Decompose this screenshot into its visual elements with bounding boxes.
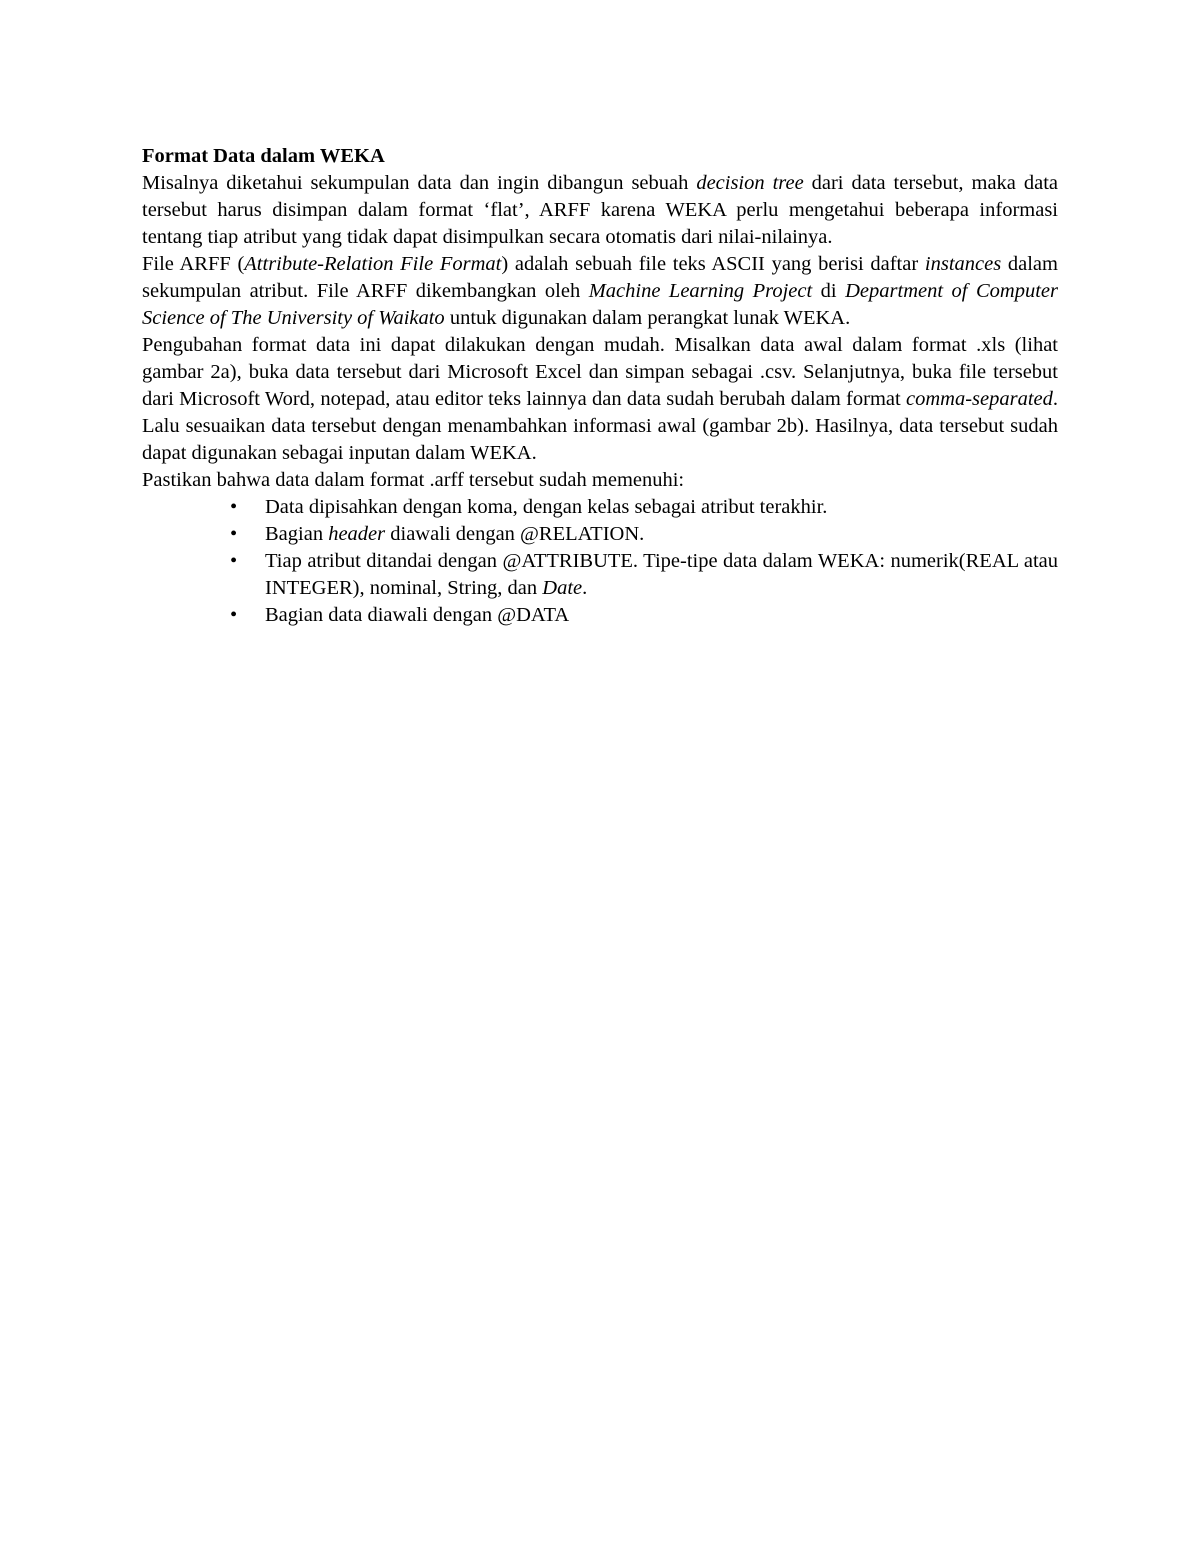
text-run: Data dipisahkan dengan koma, dengan kelas sebagai atribut terakhir. xyxy=(265,496,828,518)
italic-term: instances xyxy=(924,253,1002,275)
text-run: Tiap atribut ditandai dengan @ATTRIBUTE. Tipe-tipe data dalam WEKA: numerik(REAL atau INTEGER), nominal, String, dan xyxy=(265,550,1058,599)
italic-term: Attribute-Relation File Format xyxy=(244,253,502,275)
text-run: untuk digunakan dalam perangkat lunak WEKA. xyxy=(444,307,851,329)
text-run: dalam sekumpulan atribut. File ARFF dikembangkan oleh xyxy=(142,253,1058,302)
italic-term: Machine Learning Project xyxy=(588,280,813,302)
paragraph-intro xyxy=(142,170,1058,251)
bullet-icon: • xyxy=(230,604,238,626)
text-run: diawali dengan @RELATION. xyxy=(385,523,645,545)
text-run: . xyxy=(582,577,588,599)
italic-term: decision tree xyxy=(696,172,804,194)
document-page xyxy=(142,143,1058,629)
italic-term: Department of Computer Science of The University of Waikato xyxy=(142,280,1058,329)
bullet-icon: • xyxy=(230,523,238,545)
text-run: Pengubahan format data ini dapat dilakukan dengan mudah. Misalkan data awal dalam format .xls (lihat gambar 2a), buka data tersebut dari Microsoft Excel dan simpan sebagai .csv. Selanjutnya, buka file tersebut dari Microsoft Word, notepad, atau editor teks lainnya dan data sudah berubah dalam format xyxy=(142,334,1058,410)
list-item xyxy=(230,548,1058,602)
requirements-list xyxy=(142,494,1058,629)
text-run: di xyxy=(812,280,846,302)
paragraph-requirements: Pastikan bahwa data dalam format .arff tersebut sudah memenuhi: xyxy=(142,469,685,491)
paragraph-conversion xyxy=(142,332,1058,467)
text-run: Misalnya diketahui sekumpulan data dan ingin dibangun sebuah xyxy=(142,172,697,194)
document-title: Format Data dalam WEKA xyxy=(142,145,385,167)
text-run: Bagian xyxy=(265,523,329,545)
list-item xyxy=(230,521,1058,548)
list-item xyxy=(230,494,1058,521)
text-run: File ARFF ( xyxy=(142,253,245,275)
italic-term: header xyxy=(328,523,386,545)
italic-term: comma-separated xyxy=(905,388,1053,410)
bullet-icon: • xyxy=(230,550,238,572)
text-run: . Lalu sesuaikan data tersebut dengan menambahkan informasi awal (gambar 2b). Hasilnya, data tersebut sudah dapat digunakan sebagai inputan dalam WEKA. xyxy=(142,388,1058,464)
bullet-icon: • xyxy=(230,496,238,518)
paragraph-arff xyxy=(142,251,1058,332)
text-run: dari data tersebut, maka data tersebut harus disimpan dalam format ‘flat’, ARFF karena WEKA perlu mengetahui beberapa informasi tentang tiap atribut yang tidak dapat disimpulkan secara otomatis dari nilai-nilainya. xyxy=(142,172,1058,248)
text-run: Bagian data diawali dengan @DATA xyxy=(265,604,570,626)
text-run: ) adalah sebuah file teks ASCII yang berisi daftar xyxy=(501,253,925,275)
italic-term: Date xyxy=(542,577,583,599)
list-item xyxy=(230,602,1058,629)
